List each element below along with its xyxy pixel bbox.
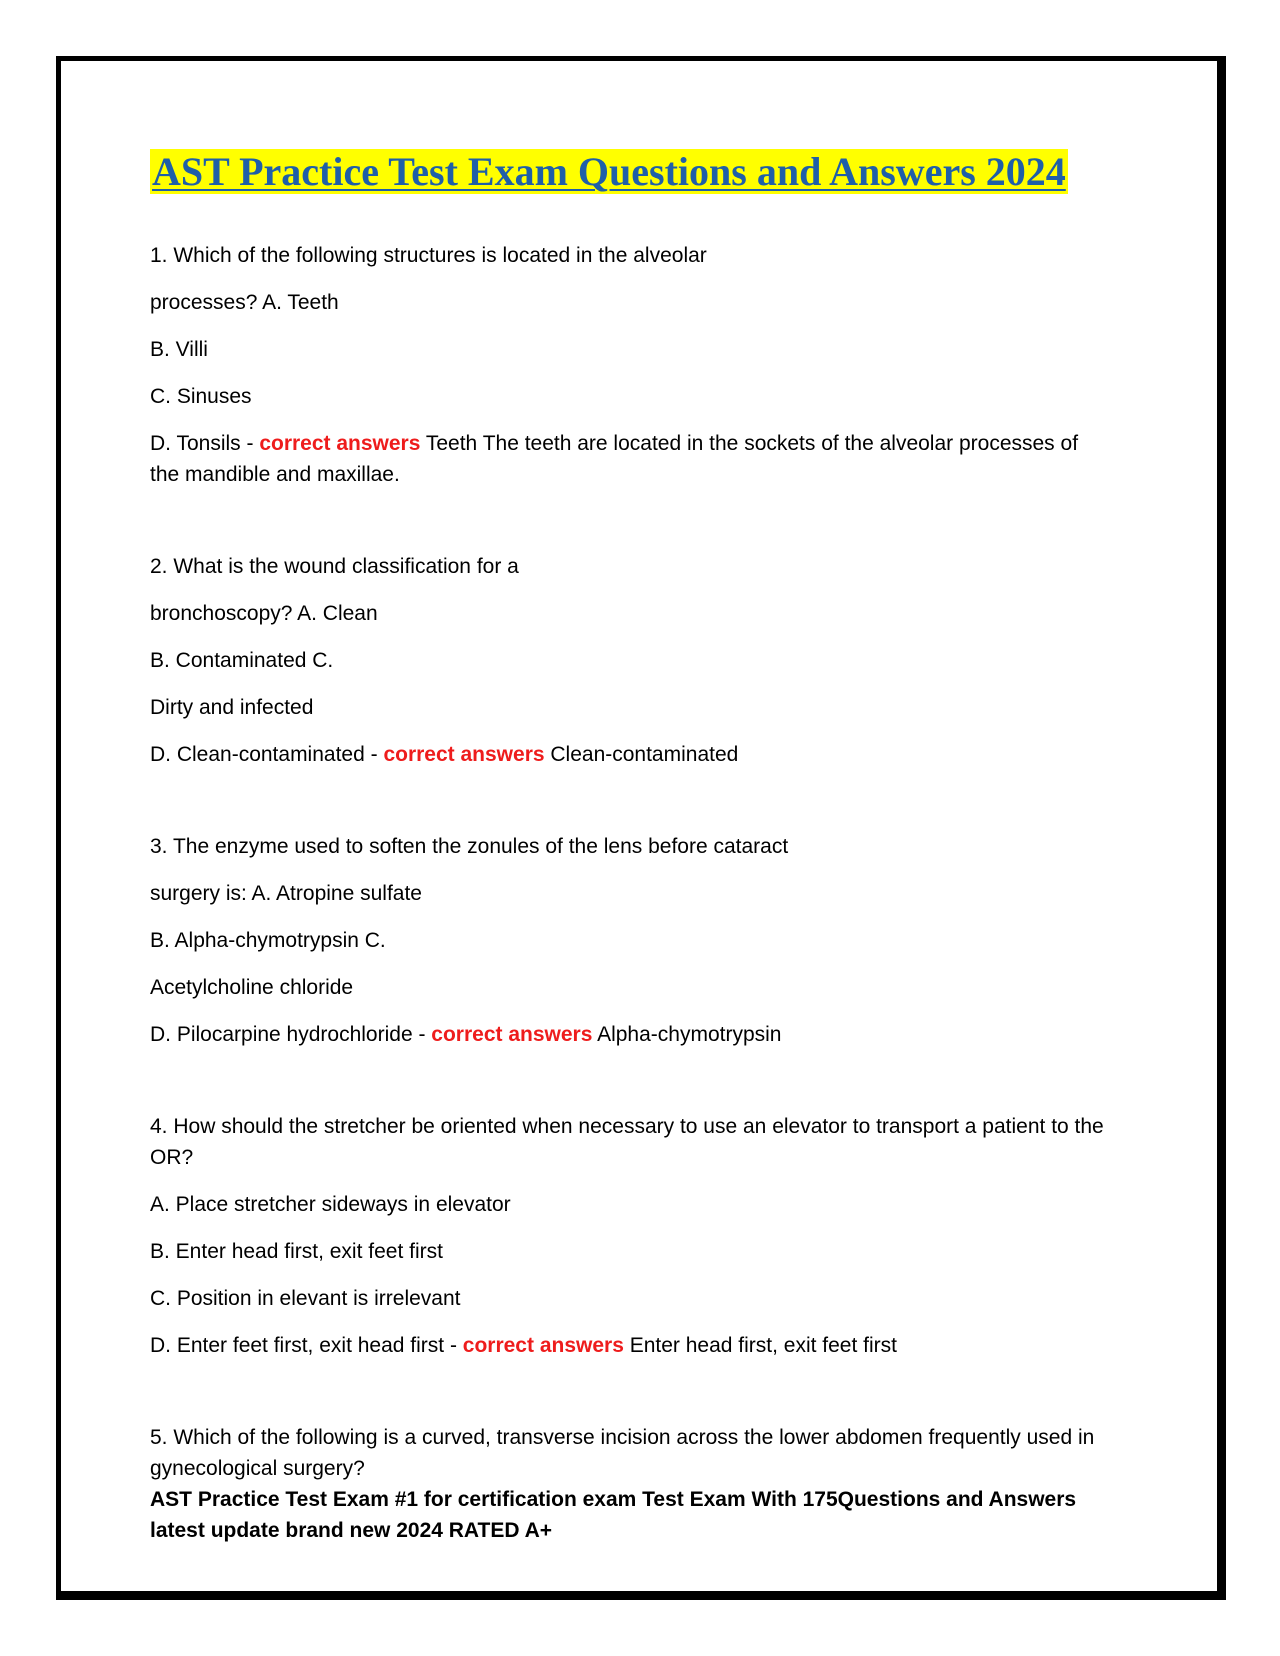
footer-note: AST Practice Test Exam #1 for certification exam Test Exam With 175Questions and Answers latest update brand new 2024 RATED A+ [150, 1488, 1077, 1542]
answer-prefix: D. Enter feet first, exit head first - [150, 1334, 463, 1357]
question-line: 1. Which of the following structures is located in the alveolar [150, 244, 707, 267]
document-title-text: AST Practice Test Exam Questions and Answers 2024 [152, 149, 1066, 194]
answer-line [150, 1019, 1110, 1050]
answer-text: Clean-contaminated [544, 743, 739, 766]
option-line: B. Contaminated C. [150, 649, 334, 672]
document-title [150, 148, 1068, 196]
answer-line [150, 428, 1110, 490]
question-line: bronchoscopy? A. Clean [150, 602, 378, 625]
correct-answers-label: correct answers [383, 743, 545, 766]
answer-text: Alpha-chymotrypsin [592, 1023, 782, 1046]
question-5 [150, 1422, 1110, 1546]
correct-answers-label: correct answers [462, 1334, 624, 1357]
option-line: C. Position in elevant is irrelevant [150, 1287, 461, 1310]
question-line: surgery is: A. Atropine sulfate [150, 882, 422, 905]
question-4 [150, 1111, 1110, 1361]
question-line: 4. How should the stretcher be oriented when necessary to use an elevator to transport a patient to the OR? [150, 1115, 1104, 1169]
question-2 [150, 551, 1110, 770]
answer-line [150, 739, 1110, 770]
option-line: C. Sinuses [150, 385, 252, 408]
option-line: B. Villi [150, 338, 208, 361]
option-line: Acetylcholine chloride [150, 976, 354, 999]
answer-text: Enter head first, exit feet first [623, 1334, 897, 1357]
option-line: B. Alpha-chymotrypsin C. [150, 929, 386, 952]
option-line: A. Place stretcher sideways in elevator [150, 1193, 511, 1216]
answer-prefix: D. Tonsils - [150, 432, 260, 455]
question-line: processes? A. Teeth [150, 291, 339, 314]
question-line: 2. What is the wound classification for a [150, 555, 519, 578]
option-line: B. Enter head first, exit feet first [150, 1240, 443, 1263]
question-line: 3. The enzyme used to soften the zonules of the lens before cataract [150, 835, 789, 858]
answer-prefix: D. Clean-contaminated - [150, 743, 384, 766]
answer-prefix: D. Pilocarpine hydrochloride - [150, 1023, 432, 1046]
option-line: Dirty and infected [150, 696, 314, 719]
document-body [150, 240, 1110, 1546]
correct-answers-label: correct answers [431, 1023, 593, 1046]
correct-answers-label: correct answers [259, 432, 421, 455]
answer-text: Teeth The teeth are located in the sockets of the alveolar processes of the mandible and maxillae. [150, 432, 1079, 486]
question-1 [150, 240, 1110, 490]
question-line: 5. Which of the following is a curved, transverse incision across the lower abdomen frequently used in gynecological surgery? [150, 1426, 1095, 1480]
answer-line [150, 1330, 1110, 1361]
question-3 [150, 831, 1110, 1050]
